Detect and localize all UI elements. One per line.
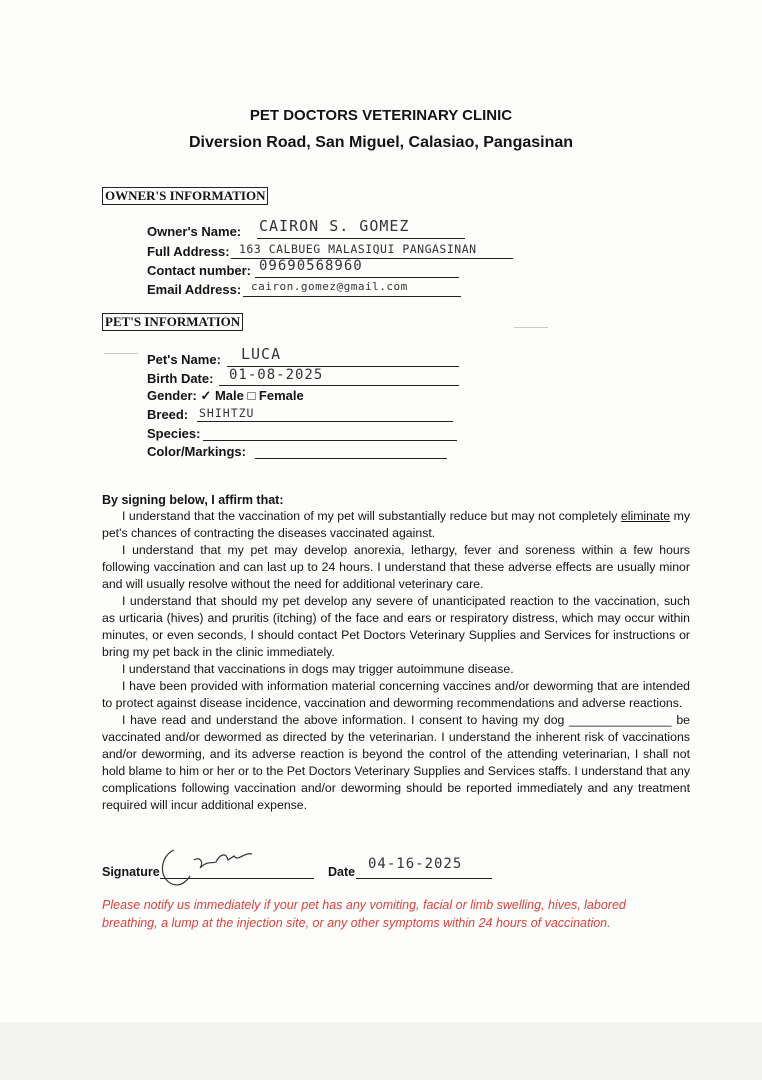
contact-number-label: Contact number: [147, 263, 251, 278]
owner-name-value: CAIRON S. GOMEZ [259, 217, 410, 235]
email-address-label: Email Address: [147, 282, 242, 297]
clinic-name: PET DOCTORS VETERINARY CLINIC [249, 107, 513, 124]
post-vaccination-notice: Please notify us immediately if your pet has any vomiting, facial or limb swelling, hives, labored breathing, a lump at the injection site, or any other symptoms within 24 hours of vaccination. [102, 898, 626, 930]
date-line [356, 878, 492, 879]
affirmation-p1-text-end: my pet's chances of contracting the diseases vaccinated against. [102, 509, 691, 540]
affirmation-p1-underlined: eliminate [620, 509, 671, 523]
clinic-address: Diversion Road, San Miguel, Calasiao, Pangasinan [188, 134, 574, 151]
signature-scribble-icon [156, 842, 266, 888]
color-markings-field [147, 442, 477, 462]
scan-artifact [514, 327, 548, 328]
color-markings-line [255, 458, 447, 459]
full-address-value: 163 CALBUEG MALASIQUI PANGASINAN [239, 242, 477, 256]
color-markings-label: Color/Markings: [147, 444, 246, 459]
owner-name-label: Owner's Name: [147, 224, 242, 239]
birth-date-value: 01-08-2025 [229, 367, 324, 383]
affirmation-paragraph-2: I understand that my pet may develop anorexia, lethargy, fever and soreness within a few hours following vaccination and can last up to 24 hours. I understand that these adverse effects are usually minor and will usually resolve without the need for additional veterinary care. [102, 543, 690, 591]
owner-section-heading: OWNER'S INFORMATION [102, 187, 268, 205]
contact-number-value: 09690568960 [259, 258, 363, 274]
affirmation-p1-text: I understand that the vaccination of my pet will substantially reduce but may not completely [122, 509, 621, 523]
pet-name-label: Pet's Name: [147, 352, 221, 367]
affirmation-heading: By signing below, I affirm that: [102, 493, 284, 507]
affirmation-paragraph-6: I have read and understand the above information. I consent to having my dog _______________ be vaccinated and/or dewormed as directed by the veterinarian. I understand the inherent risk of vaccinations and/or deworming, and its adverse reaction is beyond the control of the attending veterinarian, I shall not hold blame to him or her or to the Pet Doctors Veterinary Supplies and Services staffs. I understand that any complications following vaccination and/or deworming should be reported immediately and any treatment required will incur additional expense. [102, 713, 690, 812]
email-address-field [147, 280, 477, 300]
affirmation-paragraph-3: I understand that should my pet develop any severe of unanticipated reaction to the vaccination, such as urticaria (hives) and pruritis (itching) of the face and ears or respiratory distress, which may occur within minutes, or even seconds, I should contact Pet Doctors Veterinary Supplies and Services for instructions or bring my pet back in the clinic immediately. [102, 594, 690, 659]
pet-name-value: LUCA [241, 345, 282, 363]
affirmation-paragraph-5: I have been provided with information material concerning vaccines and/or deworming that are intended to protect against disease incidence, vaccination and deworming recommendations and adverse reactions. [102, 679, 690, 710]
gender-field [147, 386, 477, 406]
gender-options: Gender: ✓ Male □ Female [147, 388, 304, 403]
affirmation-paragraph-4: I understand that vaccinations in dogs may trigger autoimmune disease. [122, 662, 514, 676]
pet-section-heading: PET'S INFORMATION [102, 313, 243, 331]
date-value: 04-16-2025 [368, 856, 463, 872]
date-label: Date [328, 865, 356, 879]
affirmation-paragraph-1 [102, 508, 690, 542]
species-label: Species: [147, 426, 201, 441]
full-address-label: Full Address: [147, 244, 230, 259]
signature-label: Signature [102, 865, 160, 879]
signature-row [102, 856, 502, 886]
species-line [203, 440, 457, 441]
email-address-value: cairon.gomez@gmail.com [251, 280, 408, 293]
species-field [147, 424, 477, 444]
breed-value: SHIHTZU [199, 406, 255, 420]
breed-field [147, 405, 477, 425]
breed-label: Breed: [147, 407, 189, 422]
birth-date-label: Birth Date: [147, 371, 214, 386]
scan-artifact [104, 353, 138, 354]
affirmation-body [102, 508, 690, 814]
